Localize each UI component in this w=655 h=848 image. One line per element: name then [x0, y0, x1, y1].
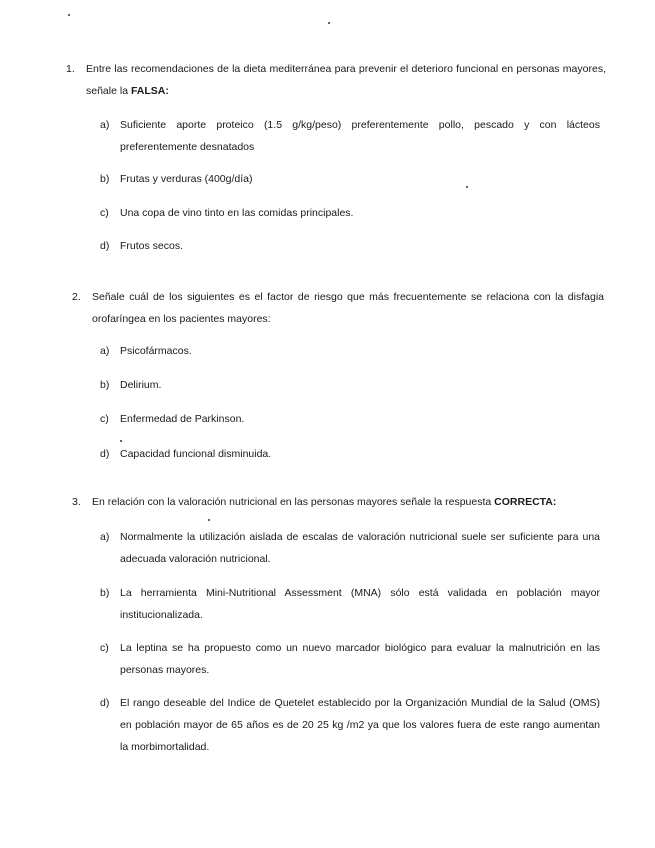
question-stem: Entre las recomendaciones de la dieta mediterránea para prevenir el deterioro funcional en personas mayores, señale la FALSA: — [86, 63, 606, 97]
option-3d: d) El rango deseable del Indice de Quetelet establecido por la Organización Mundial de la Salud (OMS) en población mayor de 65 años es de 20 25 kg /m2 ya que los valores fuera de este rango aumentan la morbimortalidad. — [100, 697, 600, 753]
option-3b: b) La herramienta Mini-Nutritional Assessment (MNA) sólo está validada en población mayor institucionalizada. — [100, 587, 600, 621]
option-2d: d) Capacidad funcional disminuida. — [100, 448, 272, 460]
question-number: 1. — [66, 63, 75, 75]
option-1d: d) Frutos secos. — [100, 240, 184, 252]
question-number: 2. — [72, 291, 81, 303]
question-number: 3. — [72, 496, 81, 508]
option-1c: c) Una copa de vino tinto en las comidas principales. — [100, 207, 354, 219]
scan-speck — [208, 519, 210, 521]
option-3a: a) Normalmente la utilización aislada de escalas de valoración nutricional suele ser suficiente para una adecuada valoración nutricional. — [100, 531, 600, 565]
scan-speck — [68, 14, 70, 16]
question-stem: En relación con la valoración nutricional en las personas mayores señale la respuesta CORRECTA: — [92, 496, 557, 508]
option-3c: c) La leptina se ha propuesto como un nuevo marcador biológico para evaluar la malnutrición en las personas mayores. — [100, 642, 600, 676]
question-emphasis: FALSA: — [130, 85, 169, 97]
question-emphasis: CORRECTA: — [494, 496, 557, 508]
question-1 — [66, 58, 606, 102]
option-1a: a) Suficiente aporte proteico (1.5 g/kg/peso) preferentemente pollo, pescado y con lácteos preferentemente desnatados — [100, 119, 600, 153]
option-1b: b) Frutas y verduras (400g/día) — [100, 173, 253, 185]
option-2b: b) Delirium. — [100, 379, 162, 391]
option-2c: c) Enfermedad de Parkinson. — [100, 413, 245, 425]
question-stem: Señale cuál de los siguientes es el factor de riesgo que más frecuentemente se relaciona con la disfagia orofaríngea en los pacientes mayores: — [92, 291, 604, 325]
scan-speck — [120, 440, 122, 442]
scan-speck — [328, 22, 330, 24]
option-2a: a) Psicofármacos. — [100, 345, 192, 357]
question-2 — [72, 286, 604, 330]
question-3 — [72, 491, 604, 513]
